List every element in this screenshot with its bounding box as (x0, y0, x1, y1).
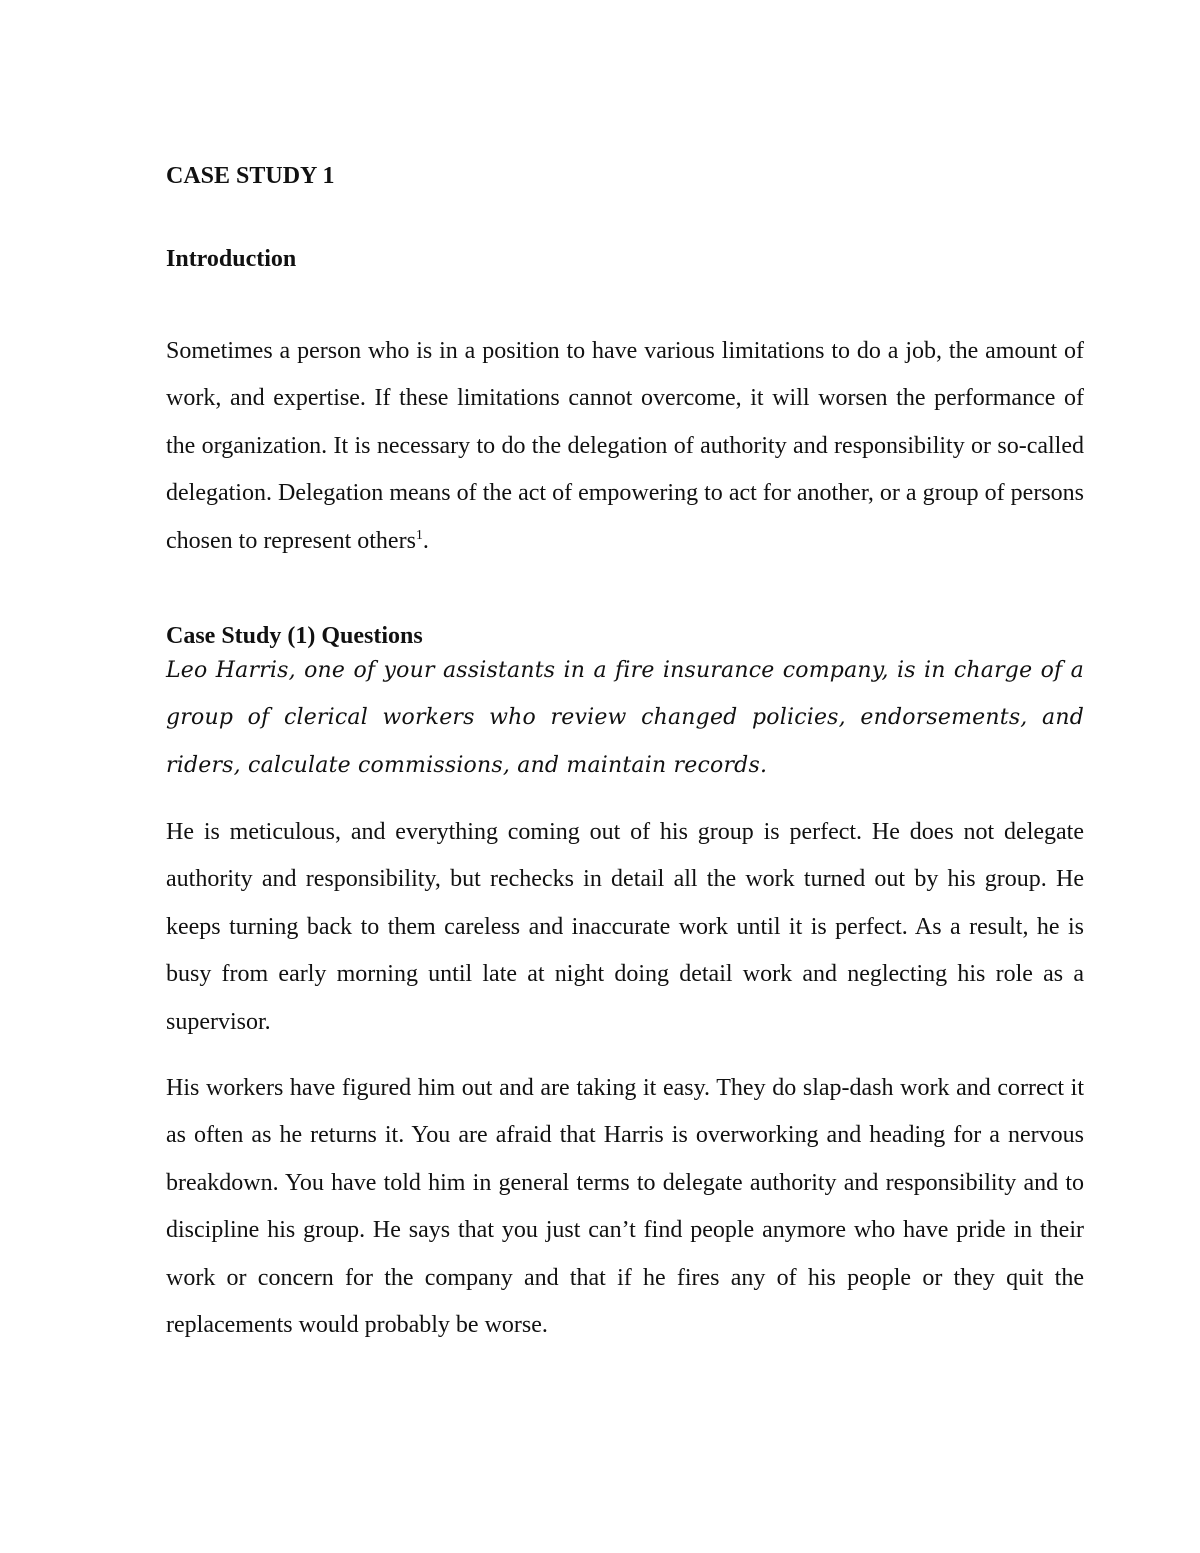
introduction-end-punctuation: . (422, 527, 429, 554)
introduction-heading: Introduction (166, 246, 297, 272)
body-paragraph-2: He is meticulous, and everything coming out of his group is perfect. He does not delegate authority and responsibility, but rechecks in detail all the work turned out by his group. He keeps turning back to them careless and inaccurate work until it is perfect. As a result, he is busy from early morning until late at night doing detail work and neglecting his role as a supervisor. (166, 819, 1084, 1035)
introduction-paragraph (166, 328, 1084, 565)
footnote-marker: 1 (415, 527, 423, 543)
case-description-paragraph: Leo Harris, one of your assistants in a fire insurance company, is in charge of a group of clerical workers who review changed policies, endorsements, and riders, calculate commissions, and maintain records. (166, 658, 1084, 778)
body-paragraph-3: His workers have figured him out and are taking it easy. They do slap-dash work and correct it as often as he returns it. You are afraid that Harris is overworking and heading for a nervous breakdown. You have told him in general terms to delegate authority and responsibility and to discipline his group. He says that you just can’t find people anymore who have pride in their work or concern for the company and that if he fires any of his people or they quit the replacements would probably be worse. (166, 1075, 1084, 1339)
document-title: CASE STUDY 1 (166, 163, 335, 189)
introduction-text: Sometimes a person who is in a position to have various limitations to do a job, the amount of work, and expertise. If these limitations cannot overcome, it will worsen the performance of the organization. It is necessary to do the delegation of authority and responsibility or so-called delegation. Delegation means of the act of empowering to act for another, or a group of persons chosen to represent others (166, 338, 1084, 554)
case-study-questions-heading: Case Study (1) Questions (166, 623, 423, 649)
